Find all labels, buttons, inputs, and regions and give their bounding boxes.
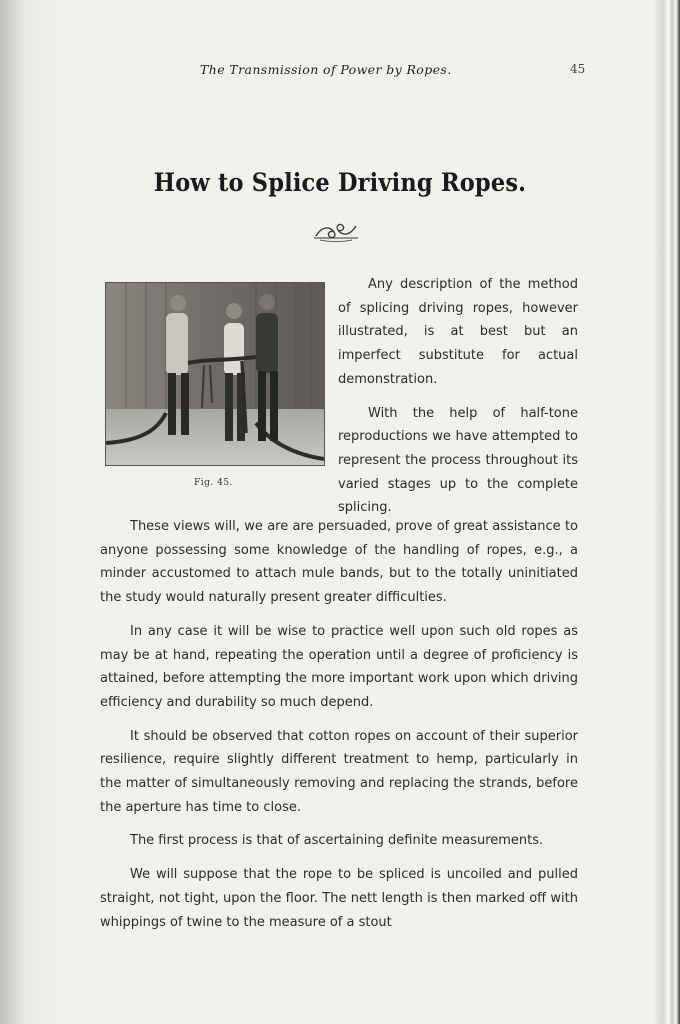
- paragraph: With the help of half-tone reproductions we have attempted to represent the process throughout its varied stages up to the complete splicing.: [338, 405, 578, 516]
- page-number: 45: [570, 62, 586, 76]
- paragraph: In any case it will be wise to practice well upon such old ropes as may be at hand, repeating the operation until a degree of proficiency is attained, before attempting the more important work upon which driving efficiency and durability so much depend.: [100, 623, 578, 710]
- paragraph: It should be observed that cotton ropes on account of their superior resilience, require slightly different treatment to hemp, particularly in the matter of simultaneously removing and replacing the strands, before the aperture has time to close.: [100, 728, 578, 815]
- figure-photo-men-splicing-rope: [105, 282, 325, 466]
- body-text-block: [100, 515, 578, 934]
- intro-text-block: [338, 273, 578, 520]
- binding-shadow: [0, 0, 60, 1024]
- paragraph: We will suppose that the rope to be spliced is uncoiled and pulled straight, not tight, upon the floor. The nett length is then marked off with whippings of twine to the measure of a stout: [100, 867, 578, 930]
- ornament-flourish: [312, 218, 360, 244]
- chapter-title: How to Splice Driving Ropes.: [153, 168, 527, 197]
- paragraph: Any description of the method of splicing driving ropes, however illustrated, is at best but an imperfect substitute for actual demonstration.: [338, 277, 578, 387]
- paragraph: These views will, we are are persuaded, prove of great assistance to anyone possessing some knowledge of the handling of ropes, e.g., a minder accustomed to attach mule bands, but to the totally uninitiated the study would naturally present greater difficulties.: [100, 519, 578, 606]
- running-head: The Transmission of Power by Ropes.: [200, 62, 452, 77]
- paragraph: The first process is that of ascertaining definite measurements.: [130, 833, 544, 849]
- page-edge: [654, 0, 680, 1024]
- figure-caption: Fig. 45.: [194, 478, 233, 488]
